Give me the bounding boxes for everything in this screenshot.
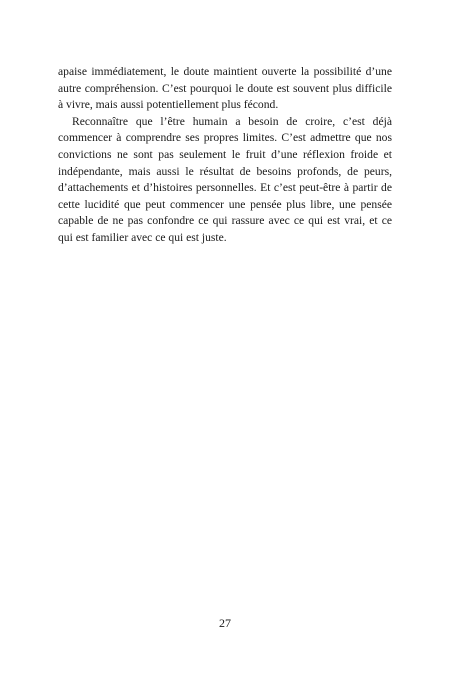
paragraph: Reconnaître que l’être humain a besoin de croire, c’est déjà commencer à comprendre ses propres limites. C’est admettre que nos convictions ne sont pas seulement le fruit d’une réflexion froide et indépendante, mais aussi le résultat de besoins profonds, de peurs, d’attachements et d’histoires personnelles. Et c’est peut-être à partir de cette lucidité que peut commencer une pensée plus libre, une pensée capable de ne pas confondre ce qui rassure avec ce qui est vrai, et ce qui est familier avec ce qui est juste. [58, 114, 392, 244]
body-text [58, 64, 392, 247]
page-number: 27 [219, 616, 231, 630]
paragraph-continuation: apaise immédiatement, le doute maintient ouverte la possibilité d’une autre compréhension. C’est pourquoi le doute est souvent plus difficile à vivre, mais aussi potentiellement plus fécond. [58, 65, 392, 112]
